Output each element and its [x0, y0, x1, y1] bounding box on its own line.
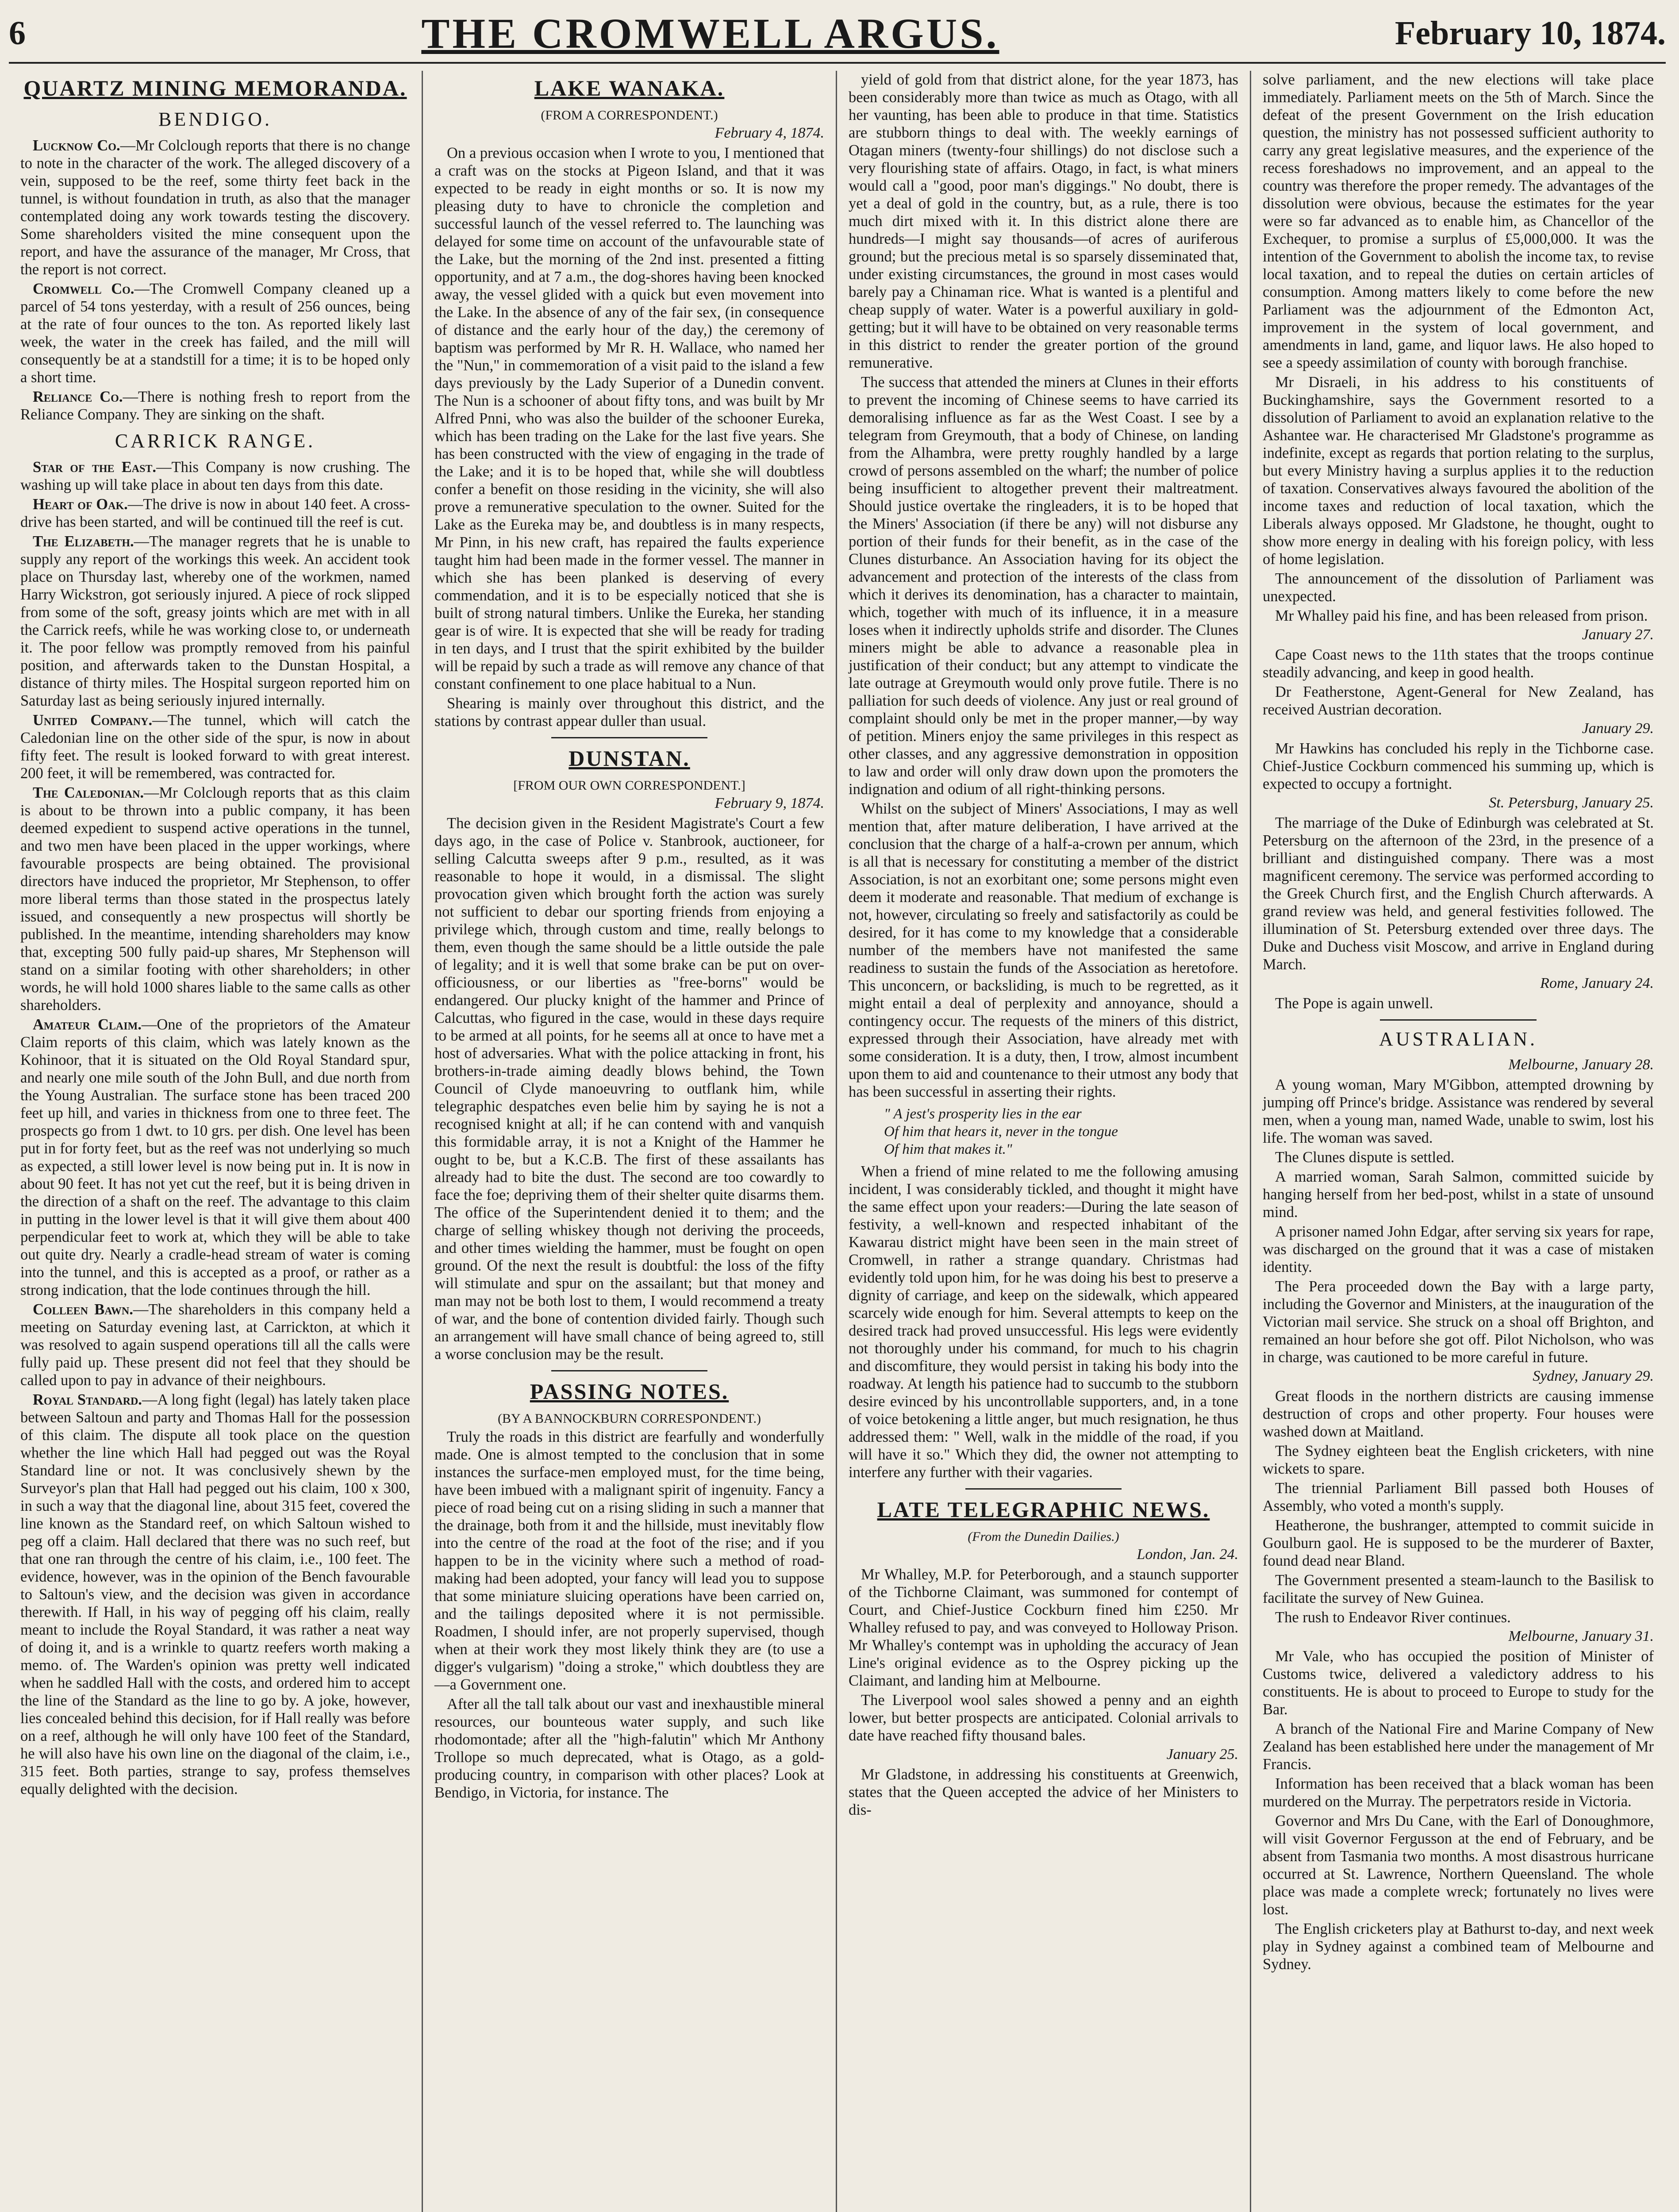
article-paragraph: Dr Featherstone, Agent-General for New Zealand, has received Austrian decoration. [1263, 684, 1654, 718]
paragraph-text: —Mr Colclough reports that as this claim is about to be thrown into a public company, it has been deemed expedient to suspend active operations in the tunnel, and two men have been placed in the upper workings, where favourable prospects are being obtained. The provisional directors have induced the proprietor, Mr Stephenson, to offer more liberal terms than those stated in the prospectus lately issued, and consequently a new prospectus will shortly be published. In the meantime, intending shareholders may know that, excepting 500 fully paid-up shares, Mr Stephenson will stand on a similar footing with other shareholders; in other words, he will hold 1000 shares liable to the same calls as other shareholders. [20, 784, 410, 1014]
article-paragraph: The success that attended the miners at Clunes in their efforts to prevent the incoming of Chinese seems to have carried its demoralising influence as far as the West Coast. I see by a telegram from Greymouth, that a body of Chinese, on landing from the Alhambra, were pretty roughly handled by a large crowd of persons assembled on the wharf; the number of police being insufficient to altogether prevent their maltreatment. Should justice overtake the ringleaders, it is to be hoped that the Miners' Association (if there be any) will not disburse any portion of their funds for their benefit, as in the case of the Clunes disturbance. An Association having for its object the advancement and protection of the interests of the class from which it derives its denomination, has a character to maintain, which, together with much of its influence, it in a measure loses when it indirectly upholds strife and disorder. The Clunes miners might be able to advance a reasonable plea in justification of their conduct; but any attempt to vindicate the late outrage at Greymouth would only prove futile. There is no palliation for such deeds of violence. Any just or real ground of complaint should only be met in the proper manner,—by way of petition. Miners enjoy the same privileges in this respect as other classes, and any aggressive demonstration in opposition to law and order will only draw down upon the promoters the indignation and odium of all right-thinking persons. [849, 374, 1238, 798]
quotation [884, 1105, 1238, 1158]
article-paragraph [20, 533, 410, 710]
article-paragraph: The English cricketers play at Bathurst to-day, and next week play in Sydney against a combined team of Melbourne and Sydney. [1263, 1920, 1654, 1973]
section-divider [551, 1370, 707, 1371]
quotation-line: " A jest's prosperity lies in the ear [884, 1106, 1082, 1122]
article-paragraph [20, 458, 410, 494]
paragraph-lead: Cromwell Co. [33, 280, 134, 297]
columns [9, 71, 1666, 2212]
article-paragraph: The Pera proceeded down the Bay with a large party, including the Governor and Ministers, at the inauguration of the Victorian mail service. She struck on a shoal off Brighton, and remained an hour before she got off. Pilot Nicholson, who was in charge, was cautioned to be more careful in future. [1263, 1278, 1654, 1366]
dateline: Melbourne, January 31. [1508, 1628, 1654, 1644]
dateline: Sydney, January 29. [1533, 1368, 1654, 1384]
paragraph-lead: The Caledonian. [33, 784, 144, 801]
article-paragraph: Information has been received that a black woman has been murdered on the Murray. The perpetrators reside in Victoria. [1263, 1775, 1654, 1810]
paragraph-text: —The tunnel, which will catch the Caledonian line on the other side of the spur, is now in about fifty feet. The result is looked forward to with great interest. 200 feet, it will be remembered, was contracted for. [20, 712, 410, 782]
article-paragraph [20, 1391, 410, 1798]
section-heading-australian: AUSTRALIAN. [1379, 1028, 1538, 1050]
article-paragraph [20, 711, 410, 782]
paper-title: THE CROMWELL ARGUS. [421, 9, 999, 57]
section-divider [551, 737, 707, 738]
article-paragraph [20, 495, 410, 531]
section-heading-passing-notes: PASSING NOTES. [530, 1379, 729, 1404]
subheading-bendigo: BENDIGO. [158, 108, 272, 130]
column-3 [837, 71, 1251, 2212]
section-heading-dunstan: DUNSTAN. [569, 746, 690, 771]
dateline: January 25. [1166, 1746, 1238, 1763]
article-paragraph [20, 388, 410, 423]
article-paragraph: A young woman, Mary M'Gibbon, attempted drowning by jumping off Prince's bridge. Assistance was rendered by several men, when a young man, named Wade, unable to swim, lost his life. The woman was saved. [1263, 1076, 1654, 1146]
column-2 [423, 71, 837, 2212]
article-paragraph [20, 784, 410, 1014]
dateline: February 4, 1874. [715, 125, 824, 141]
article-paragraph [20, 137, 410, 278]
column-1 [9, 71, 423, 2212]
article-paragraph: The Liverpool wool sales showed a penny and an eighth lower, but better prospects are anticipated. Colonial arrivals to date have reached fifty thousand bales. [849, 1692, 1238, 1744]
article-paragraph: Mr Whalley paid his fine, and has been released from prison. [1275, 607, 1648, 624]
article-paragraph [20, 1016, 410, 1299]
paragraph-lead: Royal Standard. [33, 1391, 142, 1408]
article-paragraph: Truly the roads in this district are fearfully and wonderfully made. One is almost tempted to the conclusion that in some instances the surface-men employed must, for the time being, have been imbued with a malignant spirit of ingenuity. Fancy a piece of road being cut on a rising sliding in such a manner that the drainage, both from it and the hillside, must inevitably flow into the centre of the road at the foot of the rise; and if you happen to be in the vicinity where such a method of road-making had been adopted, your fancy will lead you to suppose that some miniature sluicing operations have been carried on, and the tailings deposited where it is not permissible. Roadmen, I should infer, are not properly supervised, though when at their work they most likely think they are (to use a digger's vulgarism) "doing a stroke," which doubtless they are—a Government one. [434, 1429, 824, 1693]
article-paragraph: Mr Whalley, M.P. for Peterborough, and a staunch supporter of the Tichborne Claimant, was summoned for contempt of Court, and Chief-Justice Cockburn fined him £250. Mr Whalley refused to pay, and was conveyed to Holloway Prison. Mr Whalley's contempt was in upholding the accuracy of Jean Line's original evidence as to the Osprey picking up the Claimant, and landing him at Melbourne. [849, 1566, 1238, 1689]
section-heading-wanaka: LAKE WANAKA. [534, 76, 725, 100]
article-paragraph: Heatherone, the bushranger, attempted to commit suicide in Goulburn gaol. He is supposed to be the murderer of Baxter, found dead near Bland. [1263, 1517, 1654, 1569]
article-paragraph: Mr Disraeli, in his address to his constituents of Buckinghamshire, says the Government resorted to a dissolution of Parliament to avoid an explanation relative to the Ashantee war. He characterised Mr Gladstone's programme as indefinite, except as regards that portion relating to the surplus, but every Ministry having a surplus applies it to the reduction of taxation. Conservatives always favoured the abolition of the income taxes and reduction of local taxation, which the Liberals always opposed. Mr Gladstone, he thought, ought to show more energy in dealing with his foreign policy, with less of home legislation. [1263, 374, 1654, 568]
article-paragraph: The rush to Endeavor River continues. [1275, 1609, 1511, 1626]
article-paragraph: solve parliament, and the new elections will take place immediately. Parliament meets on the 5th of March. Since the defeat of the present Government on the Irish education question, the ministry has not possessed sufficient authority to carry any great legislative measures, and the experience of the recess foreshadows no improvement, and an appeal to the country was therefore the proper remedy. The advantages of the dissolution were obvious, because the estimates for the year were so far advanced as to enable him, as Chancellor of the Exchequer, to promise a surplus of £5,000,000. It was the intention of the Government to abolish the income tax, to revise local taxation, and to repeal the duties on certain articles of consumption. Among matters likely to come before the new Parliament was the adjournment of the Edmonton Act, improvement in the system of local government, and amendments in land, game, and liquor laws. He also hoped to see a speedy assimilation of county with borough franchise. [1263, 71, 1654, 371]
paragraph-text: —The drive is now in about 140 feet. A cross-drive has been started, and will be continued till the reef is cut. [20, 496, 410, 530]
paragraph-lead: Heart of Oak. [33, 496, 128, 513]
article-paragraph: yield of gold from that district alone, for the year 1873, has been considerably more than twice as much as Otago, with all her vaunting, has been able to produce in that time. Statistics are stubborn things to deal with. The weekly earnings of Otagan miners (twenty-four shillings) do not disclose such a very flourishing state of affairs. Otago, in fact, is what miners would call a "good, poor man's diggings." No doubt, there is yet a deal of gold in the country, but, as a rule, there is too much dirt mixed with it. In this district alone there are hundreds—I might say thousands—of acres of auriferous ground; but the precious metal is so sparsely disseminated that, under existing circumstances, the ground in most cases would barely pay a Chinaman rice. What is wanted is a plentiful and cheap supply of water. Water is a powerful auxiliary in gold-getting; but it will have to be obtained on very reasonable terms in this district to render the greater portion of the ground remunerative. [849, 71, 1238, 371]
article-paragraph: Whilst on the subject of Miners' Associations, I may as well mention that, after mature deliberation, I have arrived at the conclusion that the charge of a half-a-crown per annum, which is all that is necessary for constituting a member of the district Association, is not an exorbitant one; some persons might even deem it moderate and reasonable. That medium of exchange is not, however, circulating so freely and satisfactorily as could be desired, for it has come to my knowledge that a considerable number of the members have not manifested the same readiness to sustain the funds of the Association as heretofore. This unconcern, or backsliding, is much to be regretted, as it might entail a deal of perplexity and annoyance, should a contingency occur. The requests of the miners of this district, expressed through their Association, have already met with some consideration. It is a duty, then, I trow, almost incumbent upon them to aid and countenance to their utmost any body that has been successful in asserting their rights. [849, 800, 1238, 1100]
article-paragraph: The Pope is again unwell. [1275, 995, 1433, 1012]
quotation-line: Of him that hears it, never in the tongue [884, 1124, 1118, 1140]
section-heading-quartz: QUARTZ MINING MEMORANDA. [23, 76, 407, 100]
paragraph-text: —The manager regrets that he is unable to supply any report of the workings this week. An accident took place on Thursday last, whereby one of the workmen, named Harry Wickstron, got seriously injured. A piece of rock slipped from some of the soft, greasy joints which are met with in all the Carrick reefs, while he was working close to, or underneath it. The poor fellow was promptly removed from his painful position, and afterwards taken to the Dunstan Hospital, a distance of thirty miles. The Hospital surgeon reported him on Saturday last as being seriously injured internally. [20, 533, 411, 709]
article-paragraph: The triennial Parliament Bill passed both Houses of Assembly, who voted a month's supply. [1263, 1480, 1654, 1514]
byline: [FROM OUR OWN CORRESPONDENT.] [513, 778, 745, 793]
paragraph-text: —The Cromwell Company cleaned up a parcel of 54 tons yesterday, with a result of 256 ounces, being at the rate of four ounces to the ton. As reported likely last week, the water in the creek has failed, and the mill will consequently be at a standstill for a time; it is to be hoped only a short time. [20, 280, 410, 386]
issue-date: February 10, 1874. [1395, 14, 1666, 52]
article-paragraph: The announcement of the dissolution of Parliament was unexpected. [1263, 570, 1654, 605]
article-paragraph: The Government presented a steam-launch to the Basilisk to facilitate the survey of New Guinea. [1263, 1572, 1654, 1606]
quotation-line: Of him that makes it." [884, 1141, 1012, 1157]
article-paragraph: The Clunes dispute is settled. [1275, 1149, 1455, 1166]
dateline: January 29. [1582, 720, 1654, 737]
article-paragraph: When a friend of mine related to me the following amusing incident, I was considerably tickled, and thought it might have the same effect upon your readers:—During the late season of festivity, a well-known and respected inhabitant of the Kawarau district might have been seen in the main street of Cromwell, in rather a strange quandary. Christmas had evidently told upon him, for he was doing his best to preserve a dignity of carriage, and keep on the sidewalk, which appeared scarcely wide enough for him. Several attempts to keep on the desired track had proved unsuccessful. His legs were evidently not thoroughly under his command, for much to his chagrin and discomfiture, they would persist in taking his body into the roadway. At length his patience had to succumb to the stubborn desire evinced by his uncontrollable supporters, and, in a tone of voice betokening a little anger, but much resignation, he thus addressed them: " Well, walk in the middle of the road, if you will have it so." Which they did, the owner not attempting to interfere any further with their vagaries. [849, 1163, 1238, 1481]
paragraph-lead: Amateur Claim. [33, 1016, 142, 1033]
paragraph-text: —A long fight (legal) has lately taken place between Saltoun and party and Thomas Hall for the possession of this claim. The dispute all took place on the question whether the line which Hall had pegged out was the Royal Standard line or not. It was conclusively shewn by the Surveyor's plan that Hall had pegged out his claim, 100 x 300, in such a way that the diagonal line, about 315 feet, covered the line known as the Standard reef, on which Saltoun wished to peg off a claim. Hall declared that there was no such reef, but that one ran through the centre of his claim, i.e., 100 feet. The evidence, however, was in the opinion of the Bench favourable to Saltoun's view, and the decision was given in accordance therewith. If Hall, in his way of pegging off his claim, really meant to include the Royal Standard, it was rather a neat way of doing it, and is a wrinkle to quartz reefers worth making a memo. of. The Warden's opinion was pretty well indicated when he saddled Hall with the costs, and ordered him to accept the line of the Standard as the line to go by. A joke, however, lies concealed behind this decision, for if Hall really was before on a reef, although he will only have 100 feet of the Standard, he will also have his own line on the diagonal of the claim, i.e., 315 feet. Both parties, strange to say, profess themselves equally delighted with the decision. [20, 1391, 410, 1797]
article-paragraph [20, 1301, 410, 1389]
article-paragraph: A married woman, Sarah Salmon, committed suicide by hanging herself from her bed-post, whilst in a state of unsound mind. [1263, 1168, 1654, 1221]
paragraph-text: —One of the proprietors of the Amateur Claim reports of this claim, which was lately known as the Kohinoor, that it is situated on the Old Royal Standard spur, and nearly one mile south of the John Bull, and due north from the Young Australian. The surface stone has been traced 200 feet up hill, and varies in thickness from one to three feet. The prospects go from 1 dwt. to 10 grs. per dish. One level has been put in for forty feet, but as the reef was not underlying so much as expected, a still lower level is now being put in. It is now in about 90 feet. It has not yet cut the reef, but it is being driven in the direction of a shaft on the reef. The advantage to this claim in putting in the lower level is that it will give them about 400 perpendicular feet to work at, which they will be able to take out quite dry. Nearly a cradle-head stream of water is coming into the tunnel, and this is accepted as a proof, or rather as a strong indication, that the lode continues through the hill. [20, 1016, 410, 1298]
paragraph-lead: Reliance Co. [33, 388, 123, 405]
column-4 [1251, 71, 1665, 2212]
section-heading-telegraphic: LATE TELEGRAPHIC NEWS. [877, 1497, 1210, 1522]
byline: (FROM A CORRESPONDENT.) [541, 108, 718, 123]
article-paragraph: The Sydney eighteen beat the English cricketers, with nine wickets to spare. [1263, 1443, 1654, 1477]
paragraph-lead: Star of the East. [33, 459, 157, 476]
article-paragraph: A branch of the National Fire and Marine Company of New Zealand has been established here under the management of Mr Francis. [1263, 1720, 1654, 1773]
paragraph-text: —Mr Colclough reports that there is no change to note in the character of the work. The alleged discovery of a vein, supposed to be the reef, some thirty feet back in the tunnel, is without foundation in truth, as also that the manager contemplated doing any work towards testing the discovery. Some shareholders visited the mine consequent upon the report, and have the assurance of the manager, Mr Cross, that the report is not correct. [20, 137, 411, 278]
dateline: St. Petersburg, January 25. [1489, 795, 1654, 811]
dateline: London, Jan. 24. [1137, 1546, 1238, 1563]
article-paragraph: On a previous occasion when I wrote to you, I mentioned that a craft was on the stocks at Pigeon Island, and that it was expected to be ready in eight months or so. It is now my pleasing duty to have to chronicle the completion and successful launch of the vessel referred to. The launching was delayed for some time on account of the unfavourable state of the Lake, but the morning of the 2nd inst. presented a fitting opportunity, and at 7 a.m., the dog-shores having been knocked away, the vessel glided with a quick but even movement into the Lake. In the absence of any of the fair sex, (in consequence of distance and the early hour of the day,) the ceremony of baptism was performed by Mr R. H. Wallace, who named her the "Nun," in commemoration of a visit paid to the island a few days previously by the Lady Superior of a Dunedin convent. The Nun is a schooner of about fifty tons, and was built by Mr Alfred Pnni, who was also the builder of the schooner Eureka, which has been trading on the Lake for the last five years. She has been constructed with the view of engaging in the trade of the Lake; and it is to be hoped that, while she will doubtless confer a benefit on those residing in the vicinity, she will also prove a remunerative speculation to the owner. Suited for the Lake as the Eureka may be, and doubtless is in many respects, Mr Pinn, in his new craft, has repaired the faults experience taught him had been made in the former vessel. The manner in which she has been planked is deserving of every commendation, and it is to be especially noticed that she is built of strong natural timbers. Unlike the Eureka, her standing gear is of wire. It is expected that she will be ready for trading in ten days, and I trust that the spirit exhibited by the builder will be repaid by such a trade as will remove any chance of that constant confinement to one place habitual to a Nun. [434, 145, 824, 692]
article-paragraph: Mr Hawkins has concluded his reply in the Tichborne case. Chief-Justice Cockburn commenced his summing up, which is expected to occupy a fortnight. [1263, 740, 1654, 792]
article-paragraph: After all the tall talk about our vast and inexhaustible mineral resources, our bounteous water supply, and such like rhodomontade; after all the "high-falutin" which Mr Anthony Trollope so much deprecated, what is Otago, as a gold-producing country, in comparison with other places? Look at Bendigo, in Victoria, for instance. The [434, 1696, 824, 1801]
paragraph-lead: United Company. [33, 712, 153, 729]
paragraph-lead: Colleen Bawn. [33, 1301, 133, 1318]
section-divider [1380, 1019, 1537, 1021]
article-paragraph: Mr Vale, who has occupied the position of Minister of Customs twice, delivered a valedictory address to his constituents. He is about to proceed to Europe to study for the Bar. [1263, 1648, 1654, 1718]
section-divider [965, 1488, 1121, 1490]
masthead [9, 4, 1666, 64]
dateline: Rome, January 24. [1540, 975, 1654, 991]
dateline: Melbourne, January 28. [1508, 1056, 1654, 1073]
article-paragraph: Cape Coast news to the 11th states that the troops continue steadily advancing, and keep in good health. [1263, 646, 1654, 681]
paragraph-lead: The Elizabeth. [33, 533, 134, 550]
article-paragraph [20, 280, 410, 386]
page-number: 6 [9, 14, 26, 52]
subheading-carrick: CARRICK RANGE. [115, 430, 316, 452]
paragraph-text: —This Company is now crushing. The washing up will take place in about ten days from this date. [20, 459, 410, 493]
article-paragraph: Mr Gladstone, in addressing his constituents at Greenwich, states that the Queen accepted the advice of her Ministers to dis- [849, 1766, 1238, 1818]
paragraph-lead: Lucknow Co. [33, 137, 120, 154]
paragraph-text: —The shareholders in this company held a meeting on Saturday evening last, at Carrickton, at which it was resolved to again suspend operations till all the calls were fully paid up. These present did not feel that they should be called upon to pay in advance of their neighbours. [20, 1301, 411, 1389]
dateline: February 9, 1874. [715, 795, 824, 811]
article-paragraph: Governor and Mrs Du Cane, with the Earl of Donoughmore, will visit Governor Fergusson at the end of February, and be absent from Tasmania two months. A most disastrous hurricane occurred at St. Lawrence, Northern Queensland. The whole place was made a complete wreck; fortunately no lives were lost. [1263, 1813, 1654, 1918]
article-paragraph: The decision given in the Resident Magistrate's Court a few days ago, in the case of Police v. Stanbrook, auctioneer, for selling Calcutta sweeps after 9 p.m., resulted, as it was reasonable to hope it would, in a dismissal. The slight provocation given which brought forth the action was surely not sufficient to debar our sporting friends from enjoying a privilege which, through custom and time, really belongs to them, even though the same should be a little outside the pale of legality; and it is well that some brake can be put on over-officiousness, or our liberties as "free-borns" would be endangered. Our plucky knight of the hammer and Prince of Calcuttas, who figured in the case, would in these days require to be armed at all points, for he seems all at once to have met a host of adversaries. What with the police attacking in front, his brothers-in-trade aiming deadly blows behind, the Town Council of Clyde manoeuvring to outflank him, while telegraphic despatches even belie him by saying he is not a recognised knight at all; if he can contend with and vanquish this formidable array, it is not a Knight of the Hammer he ought to be, but a K.C.B. The first of these assailants has already had to bite the dust. The second are too cowardly to face the foe; depriving them of their shelter quite disarms them. The office of the Superintendent denied it to them; and the charge of selling whiskey though not deriving the proceeds, and other times wielding the hammer, must be fought on open ground. Of the next the result is doubtful: the loss of the fifty will stimulate and spur on the assailant; but that money and man may not be both lost to them, I would recommend a treaty of war, and the bone of contention divided fairly. Though such an arrangement will have small chance of being agreed to, still a worse conclusion may be the result. [434, 815, 824, 1363]
article-paragraph: Great floods in the northern districts are causing immense destruction of crops and other property. Four houses were washed down at Maitland. [1263, 1388, 1654, 1440]
byline: (BY A BANNOCKBURN CORRESPONDENT.) [497, 1411, 761, 1426]
byline: (From the Dunedin Dailies.) [968, 1529, 1119, 1544]
dateline: January 27. [1582, 626, 1654, 643]
article-paragraph: Shearing is mainly over throughout this district, and the stations by contrast appear duller than usual. [434, 695, 824, 730]
article-paragraph: The marriage of the Duke of Edinburgh was celebrated at St. Petersburg on the afternoon of the 23rd, in the presence of a brilliant and distinguished company. There was a most magnificent ceremony. The service was performed according to the Greek Church first, and the English Church afterwards. A grand review was held, and general festivities followed. The illumination of St. Petersburg extended over three days. The Duke and Duchess visit Moscow, and arrive in England during March. [1263, 814, 1654, 973]
article-paragraph: A prisoner named John Edgar, after serving six years for rape, was discharged on the ground that it was a case of mistaken identity. [1263, 1223, 1654, 1275]
paragraph-text: —There is nothing fresh to report from the Reliance Company. They are sinking on the shaft. [20, 388, 410, 423]
